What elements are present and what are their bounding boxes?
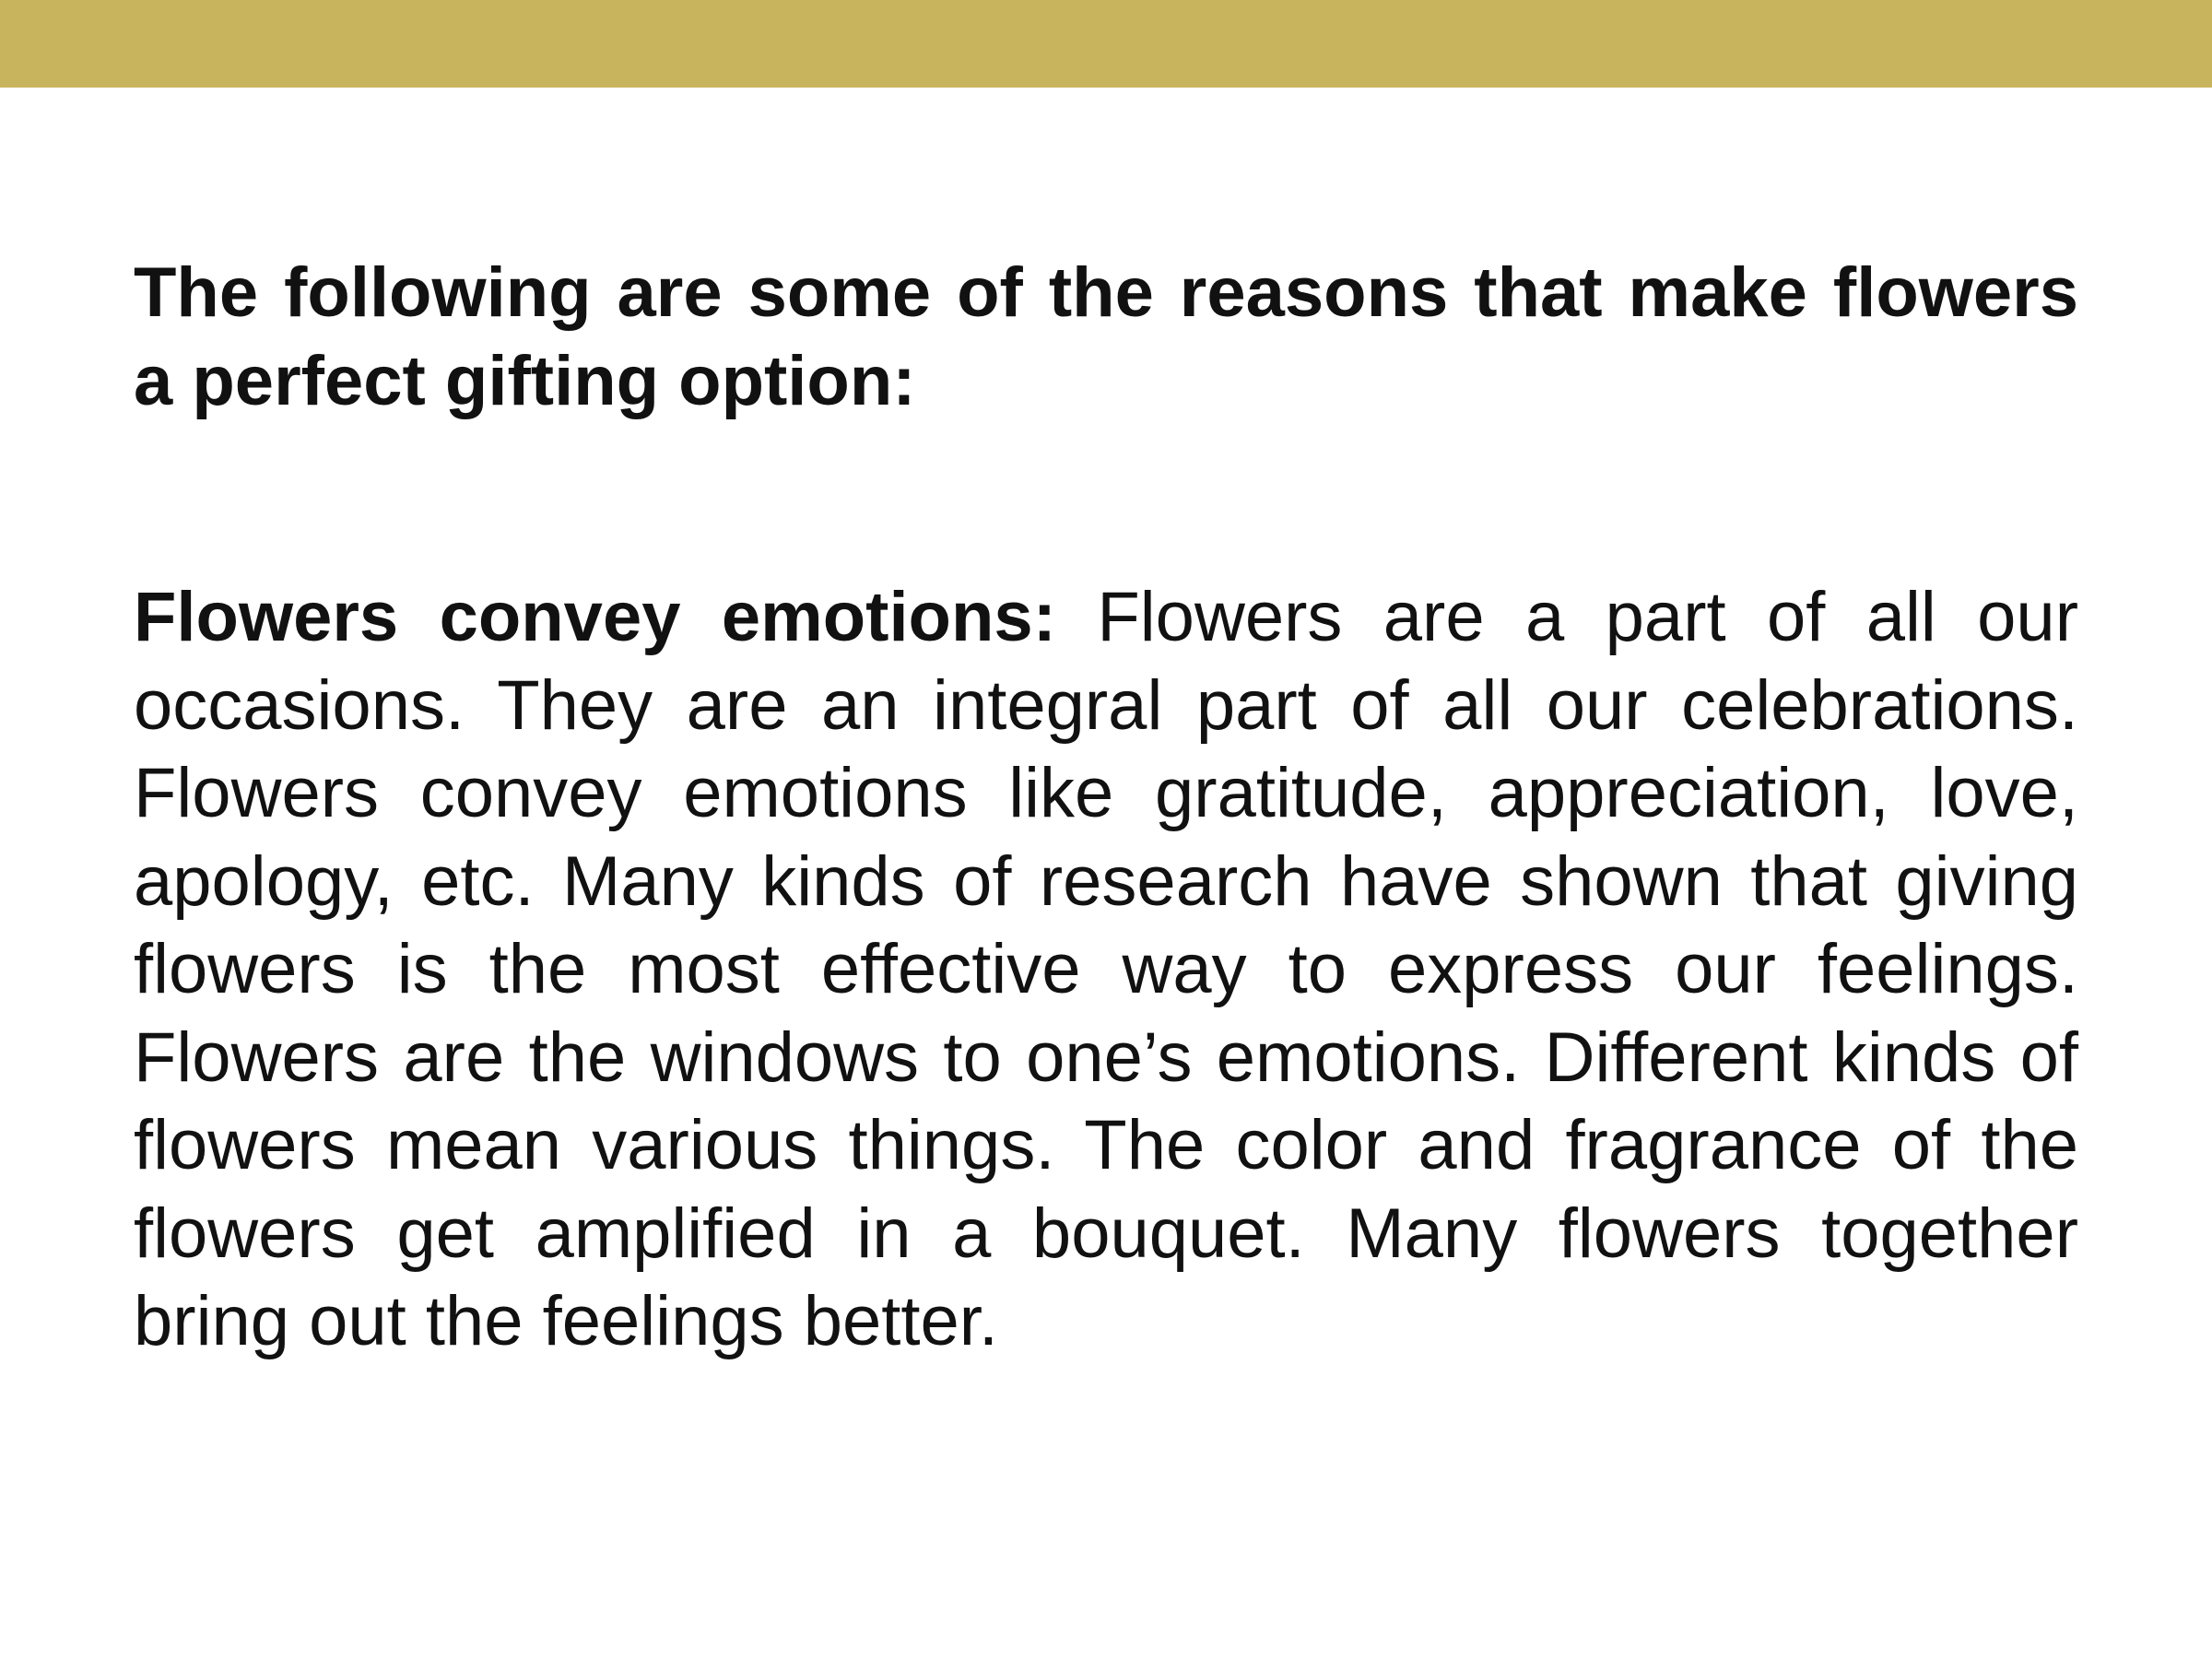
reason-body: Flowers are a part of all our occasions. They are an integral part of all our celebrations. Flowers convey emotions like gratitude, appreciation, love, apology, etc. Many kinds of research have shown that giving flowers is the most effective way to express our feelings. Flowers are the windows to one’s emotions. Different kinds of flowers mean various things. The color and fragrance of the flowers get amplified in a bouquet. Many flowers together bring out the feelings better.	[134, 578, 2079, 1360]
slide-content	[134, 249, 2078, 1366]
reason-heading: Flowers convey emotions:	[134, 578, 1056, 656]
header-band	[0, 0, 2212, 88]
intro-heading: The following are some of the reasons that make flowers a perfect gifting option:	[134, 253, 2078, 420]
reason-paragraph	[134, 573, 2078, 1366]
